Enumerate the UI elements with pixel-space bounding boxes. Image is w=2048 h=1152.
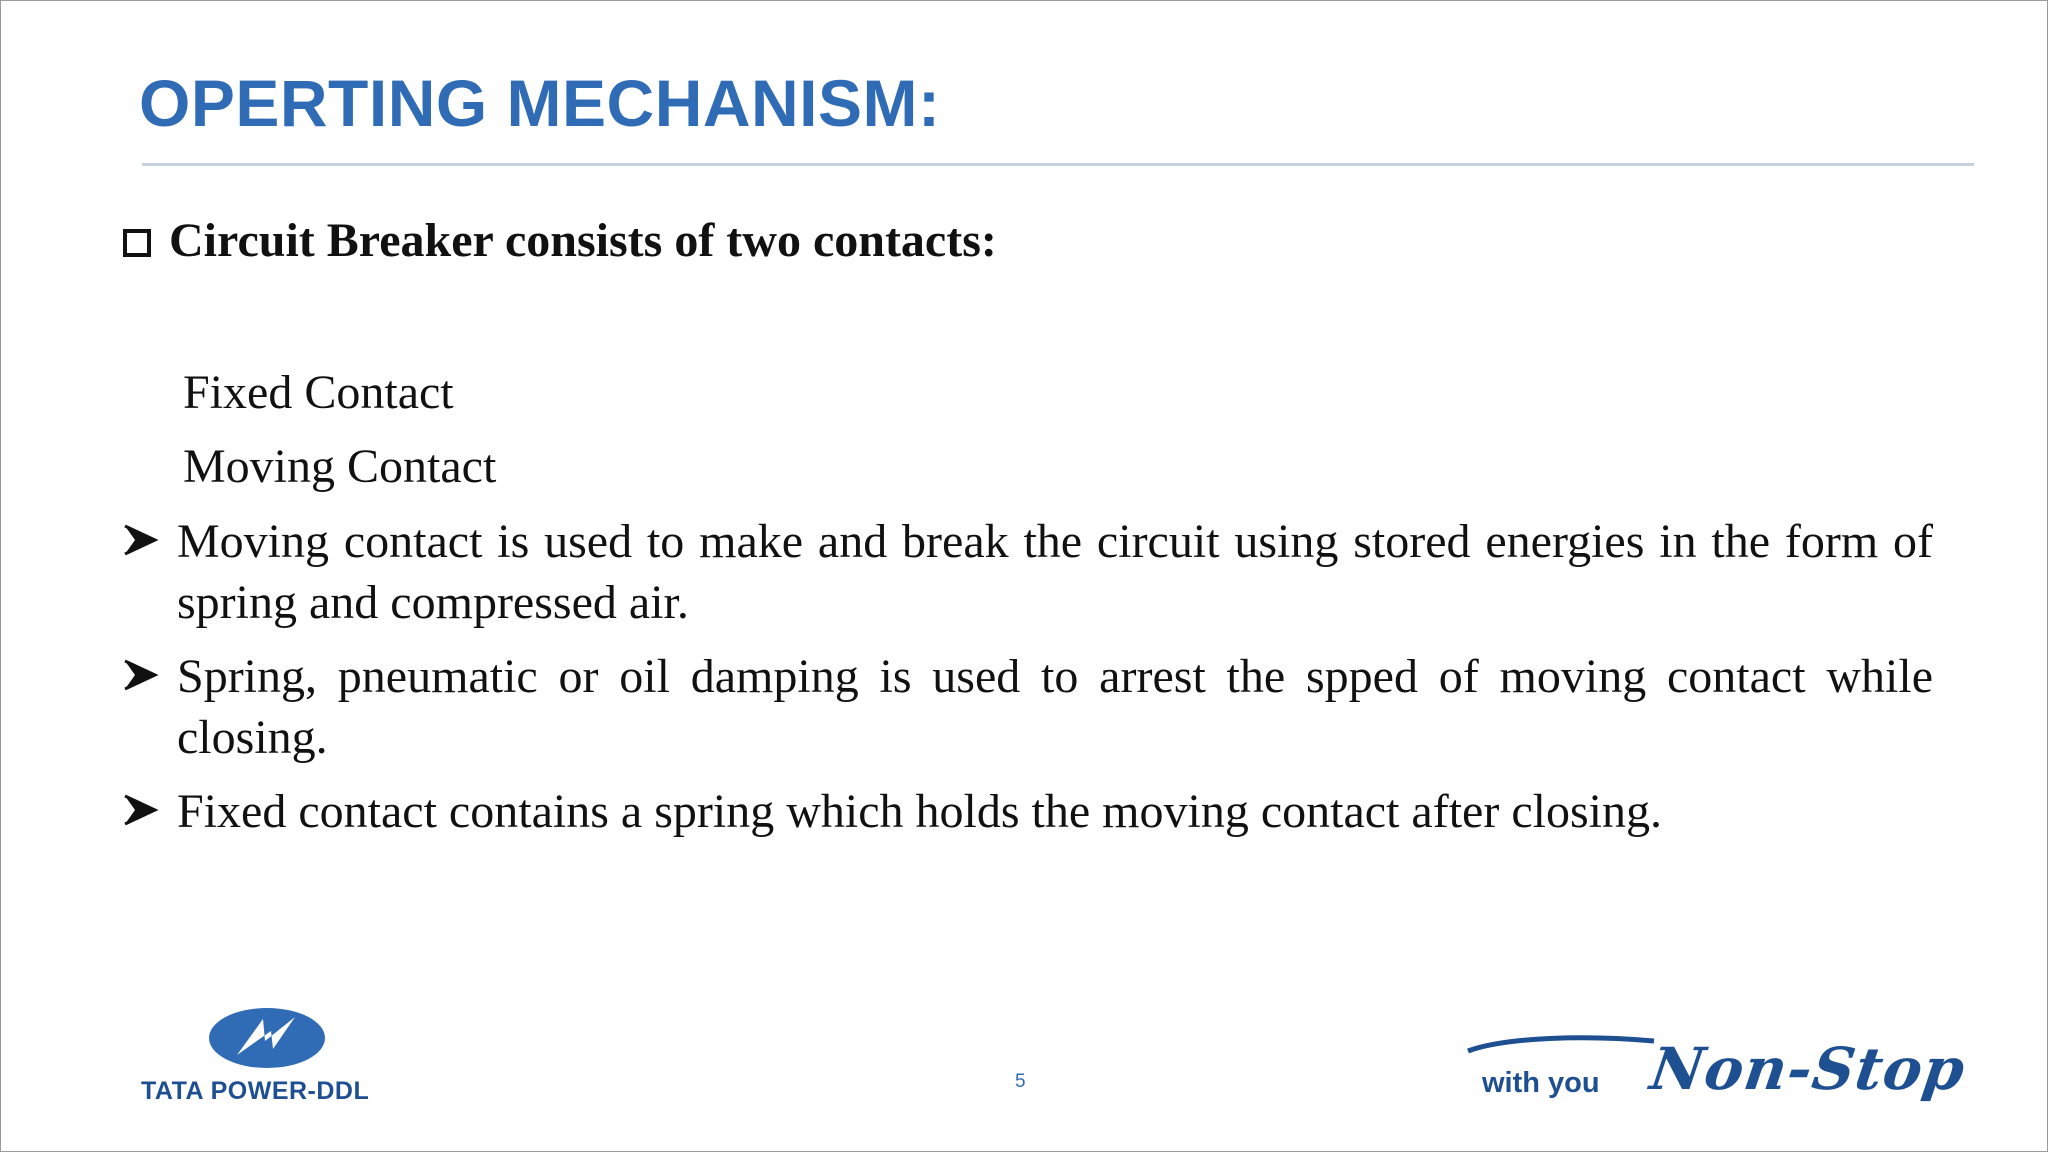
bullet-item bbox=[121, 781, 1933, 842]
tagline-small: with you bbox=[1482, 1067, 1600, 1099]
tagline bbox=[1466, 1031, 1986, 1111]
page-number: 5 bbox=[1015, 1071, 1026, 1092]
logo-text: TATA POWER-DDL bbox=[141, 1077, 370, 1105]
arrow-bullet-icon bbox=[121, 791, 159, 829]
checkbox-icon bbox=[123, 229, 151, 257]
section-heading: Circuit Breaker consists of two contacts: bbox=[169, 214, 997, 267]
slide-title: OPERTING MECHANISM: bbox=[139, 66, 941, 140]
bullet-item bbox=[121, 511, 1933, 633]
bullet-text: Moving contact is used to make and break the circuit using stored energies in the form of spring and compressed air. bbox=[177, 515, 1933, 629]
sub-item-fixed-contact: Fixed Contact bbox=[183, 366, 454, 419]
bullet-item bbox=[121, 646, 1933, 768]
tagline-big: Non-Stop bbox=[1646, 1035, 1970, 1103]
bullet-text: Spring, pneumatic or oil damping is used to arrest the spped of moving contact while closing. bbox=[177, 650, 1933, 764]
tata-power-logo bbox=[141, 1005, 401, 1105]
tata-power-logo-icon bbox=[207, 1005, 327, 1071]
arrow-bullet-icon bbox=[121, 521, 159, 559]
heading-row bbox=[123, 213, 997, 268]
bullet-text: Fixed contact contains a spring which holds the moving contact after closing. bbox=[177, 785, 1662, 838]
title-divider bbox=[142, 163, 1974, 166]
arrow-bullet-icon bbox=[121, 656, 159, 694]
swoosh-icon bbox=[1466, 1033, 1656, 1063]
sub-item-moving-contact: Moving Contact bbox=[183, 440, 497, 493]
